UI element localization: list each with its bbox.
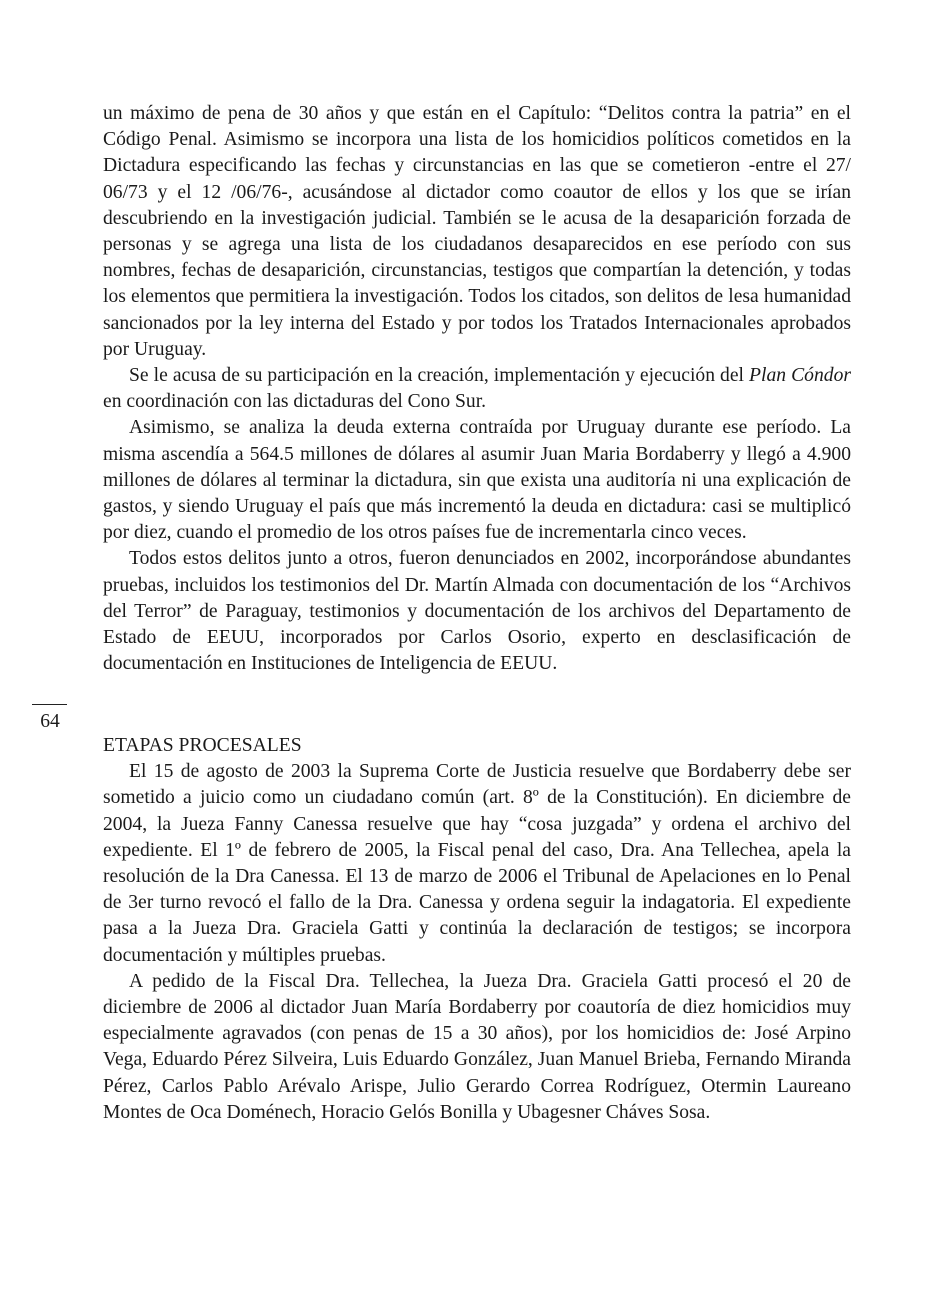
- body-text-section-1: [103, 101, 851, 677]
- page-number: 64: [40, 711, 60, 732]
- paragraph-prosecution: A pedido de la Fiscal Dra. Tellechea, la Jueza Dra. Graciela Gatti procesó el 20 de diciembre de 2006 al dictador Juan María Bordaberry por coautoría de diez homicidios muy especialmente agravados (con penas de 15 a 30 años), por los homicidios de: José Arpino Vega, Eduardo Pérez Silveira, Luis Eduardo González, Juan Manuel Brieba, Fernando Miranda Pérez, Carlos Pablo Arévalo Arispe, Julio Gerardo Correa Rodríguez, Otermin Laureano Montes de Oca Doménech, Horacio Gelós Bonilla y Ubagesner Cháves Sosa.: [103, 970, 851, 1123]
- body-text-section-2: [103, 733, 851, 1126]
- paragraph-text: Se le acusa de su participación en la creación, implementación y ejecución del: [129, 365, 750, 387]
- paragraph-external-debt: Asimismo, se analiza la deuda externa contraída por Uruguay durante ese período. La misma ascendía a 564.5 millones de dólares al asumir Juan Maria Bordaberry y llegó a 4.900 millones de dólares al terminar la dictadura, sin que exista una auditoría ni una explicación de gastos, y siendo Uruguay el país que más incrementó la deuda en dictadura: casi se multiplicó por diez, cuando el promedio de los otros países fue de incrementarla cinco veces.: [103, 417, 851, 544]
- page-number-rule: [32, 704, 67, 705]
- italic-term-plan-condor: Plan Cóndor: [749, 365, 851, 387]
- paragraph-text: en coordinación con las dictaduras del Cono Sur.: [103, 391, 487, 413]
- paragraph-plan-condor: [103, 363, 851, 415]
- section-heading: ETAPAS PROCESALES: [103, 735, 302, 756]
- paragraph-denunciations: Todos estos delitos junto a otros, fueron denunciados en 2002, incorporándose abundantes pruebas, incluidos los testimonios del Dr. Martín Almada con documentación de los “Archivos del Terror” de Paraguay, testimonios y documentación de los archivos del Departamento de Estado de EEUU, incorporados por Carlos Osorio, experto en desclasificación de documentación en Instituciones de Inteligencia de EEUU.: [103, 548, 851, 675]
- paragraph-procedural-stages: El 15 de agosto de 2003 la Suprema Corte de Justicia resuelve que Bordaberry debe ser sometido a juicio como un ciudadano común (art. 8º de la Constitución). En diciembre de 2004, la Jueza Fanny Canessa resuelve que hay “cosa juzgada” y ordena el archivo del expediente. El 1º de febrero de 2005, la Fiscal penal del caso, Dra. Ana Tellechea, apela la resolución de la Dra Canessa. El 13 de marzo de 2006 el Tribunal de Apelaciones en lo Penal de 3er turno revocó el fallo de la Dra. Canessa y ordena seguir la indagatoria. El expediente pasa a la Jueza Dra. Graciela Gatti y continúa la declaración de testigos; se incorpora documentación y múltiples pruebas.: [103, 761, 851, 966]
- paragraph-continued: un máximo de pena de 30 años y que están en el Capítulo: “Delitos contra la patria” en el Código Penal. Asimismo se incorpora una lista de los homicidios políticos cometidos en la Dictadura especificando las fechas y circunstancias en las que se cometieron -entre el 27/ 06/73 y el 12 /06/76-, acusándose al dictador como coautor de ellos y los que se irían descubriendo en la investigación judicial. También se le acusa de la desaparición forzada de personas y se agrega una lista de los ciudadanos desaparecidos en ese período con sus nombres, fechas de desaparición, circunstancias, testigos que compartían la detención, y todas los elementos que permitiera la investigación. Todos los citados, son delitos de lesa humanidad sancionados por la ley interna del Estado y por todos los Tratados Internacionales aprobados por Uruguay.: [103, 103, 851, 360]
